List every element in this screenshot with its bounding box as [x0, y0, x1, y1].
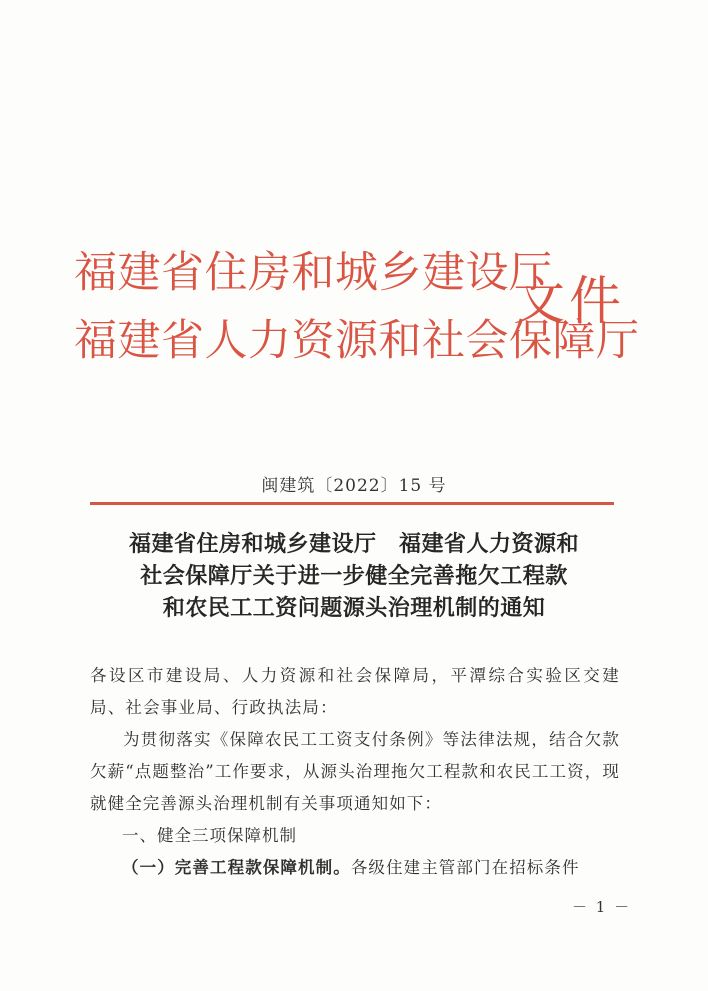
intro-paragraph: 为贯彻落实《保障农民工工资支付条例》等法律法规，结合欠款欠薪“点题整治”工作要求，从源头治理拖欠工程款和农民工工资，现就健全完善源头治理机制有关事项通知如下： [90, 730, 620, 813]
title-line-2: 社会保障厅关于进一步健全完善拖欠工程款 [140, 564, 568, 589]
addressee: 各设区市建设局、人力资源和社会保障局，平潭综合实验区交建局、社会事业局、行政执法局： [90, 666, 620, 717]
title-line-1: 福建省住房和城乡建设厅 福建省人力资源和 [128, 532, 579, 557]
document-title [70, 529, 638, 625]
document-body [90, 660, 620, 884]
red-divider-line [90, 502, 614, 505]
page-number: － 1 － [572, 898, 632, 916]
document-number: 闽建筑〔2022〕15 号 [261, 476, 447, 496]
title-line-3: 和农民工工资问题源头治理机制的通知 [162, 596, 546, 621]
section-heading-1: 一、健全三项保障机制 [122, 826, 297, 845]
subsection-heading-1-text: 各级住建主管部门在招标条件 [350, 858, 580, 877]
issuer-line-2: 福建省人力资源和社会保障厅 [74, 316, 640, 366]
document-suffix: 文件 [513, 272, 626, 332]
subsection-heading-1-title: （一）完善工程款保障机制。 [122, 858, 351, 877]
issuer-line-1: 福建省住房和城乡建设厅 [74, 248, 553, 298]
subsection-heading-1 [90, 852, 620, 884]
